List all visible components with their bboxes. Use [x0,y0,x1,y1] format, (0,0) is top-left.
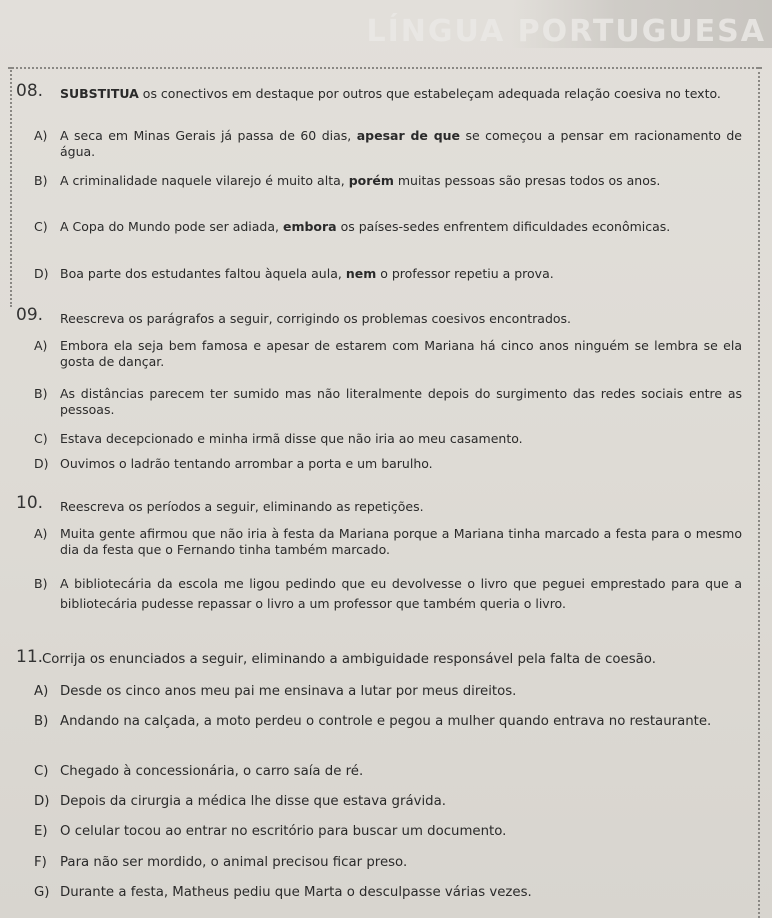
question-number: 09. [16,305,44,325]
list-item [34,128,742,160]
item-letter: D) [34,456,49,471]
item-text: Estava decepcionado e minha irmã disse que não iria ao meu casamento. [60,431,523,446]
item-text: A seca em Minas Gerais já passa de 60 dias, [60,128,357,143]
item-text: os países-sedes enfrentem dificuldades econômicas. [336,219,671,234]
item-letter: C) [34,219,48,234]
item-letter: C) [34,431,48,446]
item-text: muitas pessoas são presas todos os anos. [393,173,661,188]
list-item [34,823,742,841]
item-text: Boa parte dos estudantes faltou àquela aula, [60,266,346,281]
question-instruction: Corrija os enunciados a seguir, eliminando a ambiguidade responsável pela falta de coesão. [42,652,656,667]
item-letter: A) [34,338,48,353]
item-letter: C) [34,764,49,779]
list-item [34,763,742,781]
item-letter: A) [34,128,48,143]
dotted-border-left [10,67,12,307]
list-item [34,793,742,811]
item-text: A bibliotecária da escola me ligou pedindo que eu devolvesse o livro que peguei emprestado para que a bibliotecária pudesse repassar o livro a um professor que também queria o livro. [60,576,742,611]
question-instruction: Reescreva os períodos a seguir, eliminando as repetições. [60,499,424,514]
item-text: Depois da cirurgia a médica lhe disse que estava grávida. [60,794,446,809]
dotted-border-top [8,67,762,69]
list-item [34,386,742,418]
item-text: Muita gente afirmou que não iria à festa da Mariana porque a Mariana tinha marcado a festa para o mesmo dia da festa que o Fernando tinha também marcado. [60,526,742,557]
item-text: Desde os cinco anos meu pai me ensinava a lutar por meus direitos. [60,684,517,699]
list-item [34,431,742,447]
item-letter: F) [34,855,47,870]
list-item [34,574,742,614]
list-item [34,266,742,282]
item-text: Durante a festa, Matheus pediu que Marta o desculpasse várias vezes. [60,885,532,900]
item-text: A Copa do Mundo pode ser adiada, [60,219,283,234]
list-item [34,854,742,872]
item-text: As distâncias parecem ter sumido mas não literalmente depois do surgimento das redes sociais entre as pessoas. [60,386,742,417]
item-text: o professor repetiu a prova. [376,266,554,281]
banner-title: LÍNGUA PORTUGUESA [366,14,766,49]
item-text: Para não ser mordido, o animal precisou ficar preso. [60,855,408,870]
highlighted-connective: embora [282,219,337,234]
question-instruction: Reescreva os parágrafos a seguir, corrigindo os problemas coesivos encontrados. [60,311,572,326]
highlighted-connective: porém [348,173,394,188]
instruction-verb: SUBSTITUA [60,86,139,101]
list-item [34,338,742,370]
highlighted-connective: apesar de que [356,128,461,143]
question-instruction [60,86,742,102]
question-number: 11. [16,647,44,667]
item-text: A criminalidade naquele vilarejo é muito alta, [60,173,349,188]
list-item [34,884,742,902]
item-letter: G) [34,885,50,900]
highlighted-connective: nem [345,266,377,281]
item-text: Andando na calçada, a moto perdeu o controle e pegou a mulher quando entrava no restaurante. [60,714,712,729]
list-item [34,526,742,558]
list-item [34,683,742,701]
list-item [34,219,742,235]
header-banner [366,0,772,49]
item-letter: B) [34,173,48,188]
item-letter: A) [34,526,48,541]
item-letter: D) [34,266,49,281]
item-text: O celular tocou ao entrar no escritório para buscar um documento. [60,824,507,839]
item-text: se começou a pensar em racionamento de água. [60,128,742,159]
item-text: Ouvimos o ladrão tentando arrombar a porta e um barulho. [60,456,433,471]
item-letter: B) [34,576,48,591]
item-letter: E) [34,824,48,839]
list-item [34,713,742,731]
item-letter: B) [34,714,49,729]
item-letter: D) [34,794,50,809]
question-number: 08. [16,81,44,101]
list-item [34,456,742,472]
item-text: Chegado à concessionária, o carro saía de ré. [60,764,364,779]
item-letter: B) [34,386,48,401]
dotted-border-right [758,67,760,918]
item-letter: A) [34,684,49,699]
instruction-text: os conectivos em destaque por outros que estabeleçam adequada relação coesiva no texto. [138,86,721,101]
list-item [34,173,742,189]
item-text: Embora ela seja bem famosa e apesar de estarem com Mariana há cinco anos ninguém se lembra se ela gosta de dançar. [60,338,742,369]
question-number: 10. [16,493,44,513]
